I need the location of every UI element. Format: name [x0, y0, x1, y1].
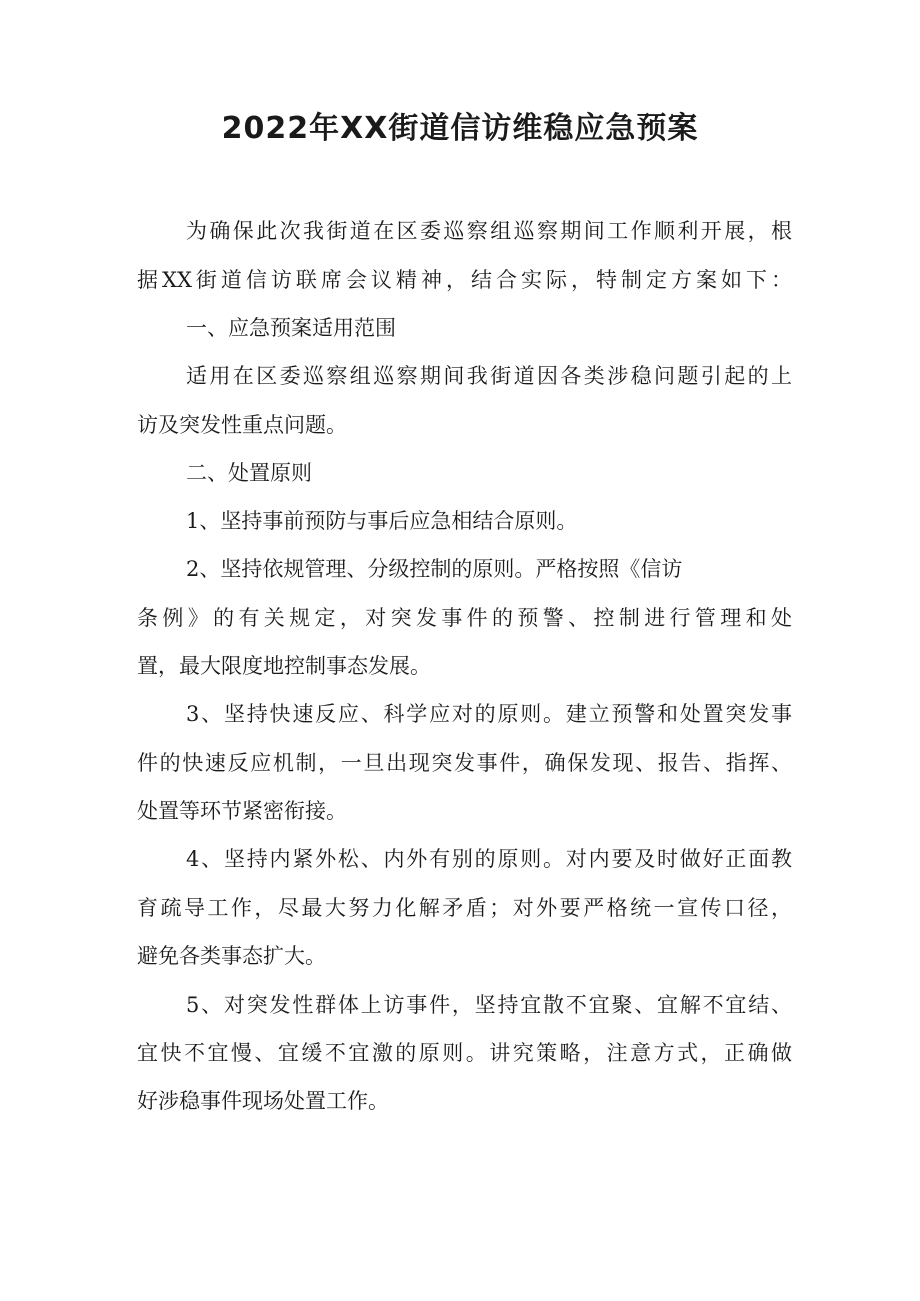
paragraph-line: 4、坚持内紧外松、内外有别的原则。对内要及时做好正面教 [186, 847, 792, 871]
paragraph-line: 据XX街道信访联席会议精神，结合实际，特制定方案如下： [137, 268, 792, 292]
paragraph-line: 置，最大限度地控制事态发展。 [137, 654, 431, 678]
paragraph-line: 为确保此次我街道在区委巡察组巡察期间工作顺利开展，根 [186, 219, 792, 243]
paragraph-line: 处置等环节紧密衔接。 [137, 799, 347, 823]
section-heading: 二、处置原则 [186, 461, 312, 485]
paragraph-line: 宜快不宜慢、宜缓不宜激的原则。讲究策略，注意方式，正确做 [137, 1041, 792, 1065]
paragraph-line: 避免各类事态扩大。 [137, 944, 326, 968]
paragraph-line: 适用在区委巡察组巡察期间我街道因各类涉稳问题引起的上 [186, 364, 792, 388]
section-heading: 一、应急预案适用范围 [186, 316, 396, 340]
paragraph-line: 1、坚持事前预防与事后应急相结合原则。 [186, 509, 578, 533]
paragraph-line: 件的快速反应机制，一旦出现突发事件，确保发现、报告、指挥、 [137, 751, 792, 775]
paragraph-line: 条例》的有关规定，对突发事件的预警、控制进行管理和处 [137, 606, 792, 630]
paragraph-line: 2、坚持依规管理、分级控制的原则。严格按照《信访 [186, 557, 683, 581]
paragraph-line: 3、坚持快速反应、科学应对的原则。建立预警和处置突发事 [186, 702, 792, 726]
paragraph-line: 育疏导工作，尽最大努力化解矛盾；对外要严格统一宣传口径， [137, 896, 792, 920]
paragraph-line: 好涉稳事件现场处置工作。 [137, 1089, 389, 1113]
document-title: 2022年XX街道信访维稳应急预案 [221, 111, 699, 146]
paragraph-line: 5、对突发性群体上访事件，坚持宜散不宜聚、宜解不宜结、 [186, 993, 792, 1017]
paragraph-line: 访及突发性重点问题。 [137, 413, 347, 437]
